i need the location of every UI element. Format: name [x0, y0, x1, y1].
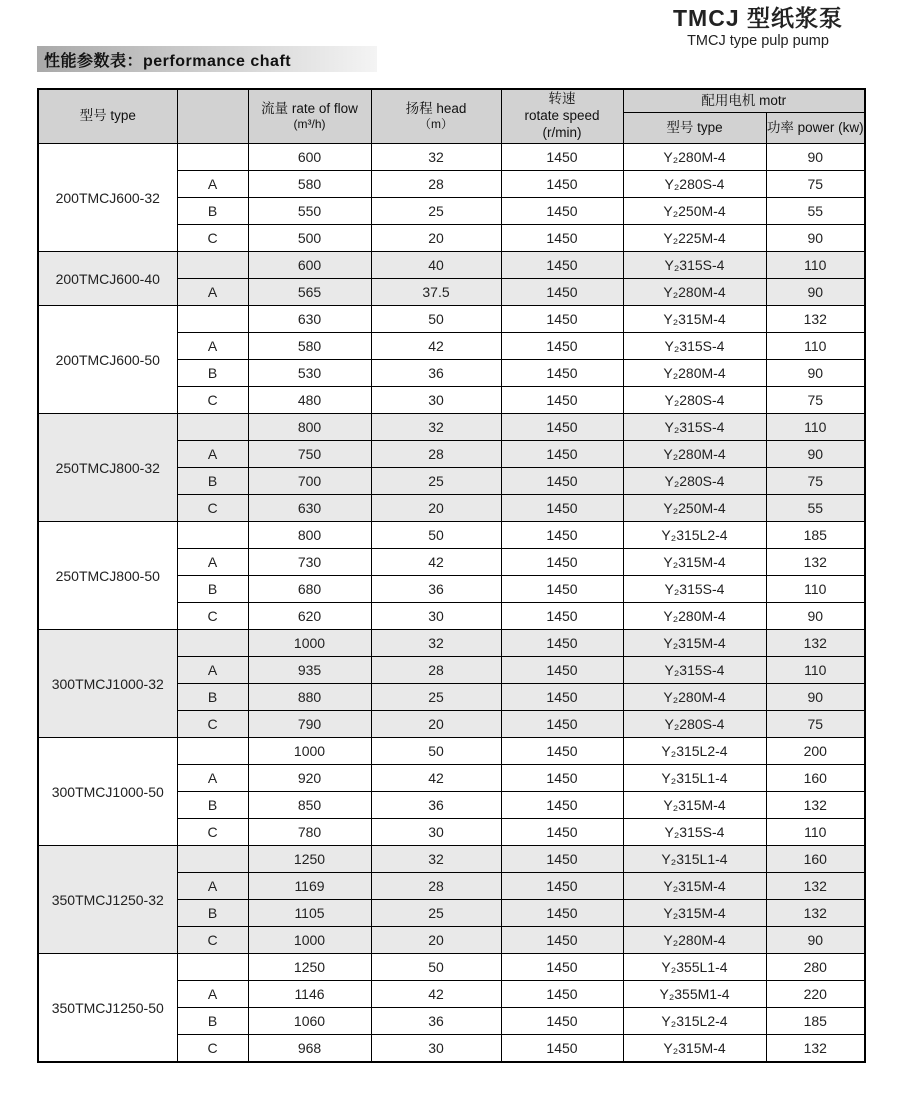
- power-cell: 280: [766, 954, 865, 981]
- flow-cell: 680: [248, 576, 371, 603]
- speed-cell: 1450: [501, 630, 623, 657]
- flow-cell: 968: [248, 1035, 371, 1063]
- motor-cell: Y₂315L2-4: [623, 738, 766, 765]
- variant-cell: A: [177, 171, 248, 198]
- speed-cell: 1450: [501, 765, 623, 792]
- motor-cell: Y₂355L1-4: [623, 954, 766, 981]
- head-cell: 42: [371, 981, 501, 1008]
- variant-cell: A: [177, 549, 248, 576]
- motor-cell: Y₂250M-4: [623, 198, 766, 225]
- power-cell: 110: [766, 576, 865, 603]
- flow-cell: 530: [248, 360, 371, 387]
- motor-cell: Y₂315S-4: [623, 576, 766, 603]
- head-cell: 42: [371, 549, 501, 576]
- flow-cell: 1250: [248, 954, 371, 981]
- head-cell: 32: [371, 630, 501, 657]
- motor-cell: Y₂315S-4: [623, 819, 766, 846]
- power-cell: 200: [766, 738, 865, 765]
- table-header: [38, 89, 865, 144]
- head-cell: 20: [371, 711, 501, 738]
- power-cell: 132: [766, 306, 865, 333]
- motor-cell: Y₂280M-4: [623, 279, 766, 306]
- motor-cell: Y₂315S-4: [623, 252, 766, 279]
- head-cell: 50: [371, 954, 501, 981]
- speed-cell: 1450: [501, 225, 623, 252]
- power-cell: 185: [766, 522, 865, 549]
- table-row: [38, 630, 865, 657]
- table-row: [38, 144, 865, 171]
- power-cell: 132: [766, 873, 865, 900]
- motor-cell: Y₂315M-4: [623, 873, 766, 900]
- flow-cell: 600: [248, 144, 371, 171]
- page-title-block: [673, 5, 843, 49]
- motor-cell: Y₂315L2-4: [623, 1008, 766, 1035]
- section-header-bar: [37, 46, 377, 72]
- motor-cell: Y₂315S-4: [623, 657, 766, 684]
- head-cell: 50: [371, 522, 501, 549]
- speed-cell: 1450: [501, 144, 623, 171]
- flow-cell: 850: [248, 792, 371, 819]
- header-speed: [501, 89, 623, 144]
- flow-cell: 800: [248, 414, 371, 441]
- head-cell: 32: [371, 846, 501, 873]
- table-body: [38, 144, 865, 1063]
- variant-cell: C: [177, 387, 248, 414]
- speed-cell: 1450: [501, 198, 623, 225]
- variant-cell: [177, 306, 248, 333]
- variant-cell: [177, 738, 248, 765]
- flow-cell: 1000: [248, 927, 371, 954]
- speed-cell: 1450: [501, 333, 623, 360]
- head-cell: 25: [371, 198, 501, 225]
- speed-cell: 1450: [501, 387, 623, 414]
- variant-cell: A: [177, 765, 248, 792]
- head-cell: 30: [371, 819, 501, 846]
- head-cell: 40: [371, 252, 501, 279]
- head-cell: 37.5: [371, 279, 501, 306]
- flow-cell: 700: [248, 468, 371, 495]
- power-cell: 160: [766, 765, 865, 792]
- head-cell: 50: [371, 738, 501, 765]
- performance-table: [37, 88, 866, 1063]
- motor-cell: Y₂315L1-4: [623, 846, 766, 873]
- header-speed-cn: 转速: [548, 91, 576, 107]
- power-cell: 90: [766, 225, 865, 252]
- speed-cell: 1450: [501, 873, 623, 900]
- motor-cell: Y₂280S-4: [623, 171, 766, 198]
- head-cell: 20: [371, 495, 501, 522]
- header-speed-en: rotate speed: [524, 108, 600, 124]
- motor-cell: Y₂280S-4: [623, 711, 766, 738]
- speed-cell: 1450: [501, 738, 623, 765]
- variant-cell: A: [177, 333, 248, 360]
- head-cell: 32: [371, 144, 501, 171]
- power-cell: 90: [766, 144, 865, 171]
- header-speed-unit: (r/min): [542, 124, 582, 140]
- power-cell: 55: [766, 198, 865, 225]
- head-cell: 32: [371, 414, 501, 441]
- motor-cell: Y₂280M-4: [623, 360, 766, 387]
- speed-cell: 1450: [501, 522, 623, 549]
- flow-cell: 780: [248, 819, 371, 846]
- power-cell: 132: [766, 792, 865, 819]
- header-head: [371, 89, 501, 144]
- speed-cell: 1450: [501, 171, 623, 198]
- variant-cell: [177, 954, 248, 981]
- model-cell: 200TMCJ600-50: [38, 306, 177, 414]
- motor-cell: Y₂315S-4: [623, 414, 766, 441]
- model-cell: 300TMCJ1000-32: [38, 630, 177, 738]
- variant-cell: B: [177, 468, 248, 495]
- variant-cell: A: [177, 441, 248, 468]
- speed-cell: 1450: [501, 927, 623, 954]
- header-motor-group: 配用电机 motr: [623, 89, 865, 113]
- head-cell: 28: [371, 657, 501, 684]
- power-cell: 90: [766, 279, 865, 306]
- table-row: [38, 954, 865, 981]
- motor-cell: Y₂315L2-4: [623, 522, 766, 549]
- variant-cell: B: [177, 1008, 248, 1035]
- flow-cell: 600: [248, 252, 371, 279]
- power-cell: 110: [766, 414, 865, 441]
- head-cell: 30: [371, 603, 501, 630]
- section-title: 性能参数表：performance chaft: [44, 52, 292, 70]
- speed-cell: 1450: [501, 711, 623, 738]
- power-cell: 110: [766, 819, 865, 846]
- head-cell: 28: [371, 873, 501, 900]
- variant-cell: C: [177, 927, 248, 954]
- head-cell: 28: [371, 441, 501, 468]
- power-cell: 90: [766, 441, 865, 468]
- head-cell: 30: [371, 387, 501, 414]
- motor-cell: Y₂280S-4: [623, 468, 766, 495]
- power-cell: 160: [766, 846, 865, 873]
- head-cell: 25: [371, 468, 501, 495]
- variant-cell: C: [177, 1035, 248, 1063]
- motor-cell: Y₂315M-4: [623, 549, 766, 576]
- motor-cell: Y₂315L1-4: [623, 765, 766, 792]
- speed-cell: 1450: [501, 684, 623, 711]
- flow-cell: 750: [248, 441, 371, 468]
- variant-cell: [177, 522, 248, 549]
- flow-cell: 1105: [248, 900, 371, 927]
- flow-cell: 790: [248, 711, 371, 738]
- head-cell: 28: [371, 171, 501, 198]
- flow-cell: 880: [248, 684, 371, 711]
- flow-cell: 580: [248, 171, 371, 198]
- power-cell: 90: [766, 603, 865, 630]
- power-cell: 75: [766, 468, 865, 495]
- head-cell: 42: [371, 765, 501, 792]
- header-variant: [177, 89, 248, 144]
- power-cell: 132: [766, 1035, 865, 1063]
- power-cell: 55: [766, 495, 865, 522]
- flow-cell: 1169: [248, 873, 371, 900]
- speed-cell: 1450: [501, 846, 623, 873]
- variant-cell: B: [177, 198, 248, 225]
- table-row: [38, 738, 865, 765]
- head-cell: 36: [371, 360, 501, 387]
- head-cell: 36: [371, 576, 501, 603]
- flow-cell: 1000: [248, 738, 371, 765]
- speed-cell: 1450: [501, 792, 623, 819]
- header-flow-unit: (m³/h): [293, 117, 326, 132]
- speed-cell: 1450: [501, 603, 623, 630]
- power-cell: 75: [766, 171, 865, 198]
- model-cell: 250TMCJ800-32: [38, 414, 177, 522]
- variant-cell: [177, 846, 248, 873]
- head-cell: 50: [371, 306, 501, 333]
- model-cell: 250TMCJ800-50: [38, 522, 177, 630]
- variant-cell: B: [177, 360, 248, 387]
- variant-cell: B: [177, 792, 248, 819]
- table-row: [38, 414, 865, 441]
- variant-cell: C: [177, 819, 248, 846]
- table-row: [38, 846, 865, 873]
- power-cell: 132: [766, 630, 865, 657]
- head-cell: 42: [371, 333, 501, 360]
- speed-cell: 1450: [501, 981, 623, 1008]
- flow-cell: 920: [248, 765, 371, 792]
- header-flow-label: 流量 rate of flow: [261, 100, 358, 116]
- motor-cell: Y₂355M1-4: [623, 981, 766, 1008]
- speed-cell: 1450: [501, 954, 623, 981]
- variant-cell: C: [177, 603, 248, 630]
- variant-cell: B: [177, 576, 248, 603]
- flow-cell: 1146: [248, 981, 371, 1008]
- variant-cell: A: [177, 657, 248, 684]
- variant-cell: [177, 630, 248, 657]
- speed-cell: 1450: [501, 252, 623, 279]
- flow-cell: 1250: [248, 846, 371, 873]
- variant-cell: A: [177, 279, 248, 306]
- header-model: 型号 type: [38, 89, 177, 144]
- flow-cell: 1000: [248, 630, 371, 657]
- power-cell: 90: [766, 360, 865, 387]
- head-cell: 25: [371, 684, 501, 711]
- variant-cell: C: [177, 711, 248, 738]
- motor-cell: Y₂315S-4: [623, 333, 766, 360]
- variant-cell: [177, 252, 248, 279]
- power-cell: 132: [766, 900, 865, 927]
- motor-cell: Y₂315M-4: [623, 306, 766, 333]
- flow-cell: 620: [248, 603, 371, 630]
- power-cell: 110: [766, 252, 865, 279]
- power-cell: 110: [766, 657, 865, 684]
- motor-cell: Y₂225M-4: [623, 225, 766, 252]
- header-head-label: 扬程 head: [405, 100, 467, 116]
- page-title-cn: TMCJ 型纸浆泵: [673, 5, 843, 31]
- header-motor-model: 型号 type: [623, 113, 766, 144]
- motor-cell: Y₂315M-4: [623, 1035, 766, 1063]
- table-row: [38, 522, 865, 549]
- variant-cell: A: [177, 981, 248, 1008]
- speed-cell: 1450: [501, 657, 623, 684]
- flow-cell: 1060: [248, 1008, 371, 1035]
- power-cell: 75: [766, 711, 865, 738]
- speed-cell: 1450: [501, 576, 623, 603]
- speed-cell: 1450: [501, 306, 623, 333]
- variant-cell: B: [177, 900, 248, 927]
- page-title-en: TMCJ type pulp pump: [687, 33, 829, 50]
- speed-cell: 1450: [501, 414, 623, 441]
- speed-cell: 1450: [501, 549, 623, 576]
- flow-cell: 500: [248, 225, 371, 252]
- motor-cell: Y₂280M-4: [623, 927, 766, 954]
- motor-cell: Y₂315M-4: [623, 792, 766, 819]
- table-row: [38, 306, 865, 333]
- motor-cell: Y₂280M-4: [623, 603, 766, 630]
- header-motor-power: 功率 power (kw): [766, 113, 865, 144]
- flow-cell: 480: [248, 387, 371, 414]
- speed-cell: 1450: [501, 819, 623, 846]
- flow-cell: 730: [248, 549, 371, 576]
- speed-cell: 1450: [501, 441, 623, 468]
- variant-cell: [177, 144, 248, 171]
- head-cell: 30: [371, 1035, 501, 1063]
- speed-cell: 1450: [501, 900, 623, 927]
- flow-cell: 630: [248, 306, 371, 333]
- motor-cell: Y₂315M-4: [623, 630, 766, 657]
- model-cell: 350TMCJ1250-32: [38, 846, 177, 954]
- flow-cell: 550: [248, 198, 371, 225]
- flow-cell: 935: [248, 657, 371, 684]
- model-cell: 200TMCJ600-40: [38, 252, 177, 306]
- speed-cell: 1450: [501, 495, 623, 522]
- power-cell: 185: [766, 1008, 865, 1035]
- motor-cell: Y₂280M-4: [623, 441, 766, 468]
- flow-cell: 580: [248, 333, 371, 360]
- head-cell: 20: [371, 225, 501, 252]
- header-flow: [248, 89, 371, 144]
- power-cell: 75: [766, 387, 865, 414]
- model-cell: 350TMCJ1250-50: [38, 954, 177, 1063]
- head-cell: 20: [371, 927, 501, 954]
- model-cell: 200TMCJ600-32: [38, 144, 177, 252]
- speed-cell: 1450: [501, 468, 623, 495]
- variant-cell: [177, 414, 248, 441]
- power-cell: 90: [766, 927, 865, 954]
- head-cell: 25: [371, 900, 501, 927]
- head-cell: 36: [371, 1008, 501, 1035]
- variant-cell: C: [177, 495, 248, 522]
- variant-cell: C: [177, 225, 248, 252]
- flow-cell: 800: [248, 522, 371, 549]
- variant-cell: B: [177, 684, 248, 711]
- motor-cell: Y₂315M-4: [623, 900, 766, 927]
- model-cell: 300TMCJ1000-50: [38, 738, 177, 846]
- motor-cell: Y₂280M-4: [623, 144, 766, 171]
- speed-cell: 1450: [501, 360, 623, 387]
- motor-cell: Y₂250M-4: [623, 495, 766, 522]
- table-row: [38, 252, 865, 279]
- power-cell: 110: [766, 333, 865, 360]
- flow-cell: 630: [248, 495, 371, 522]
- motor-cell: Y₂280M-4: [623, 684, 766, 711]
- speed-cell: 1450: [501, 1008, 623, 1035]
- motor-cell: Y₂280S-4: [623, 387, 766, 414]
- flow-cell: 565: [248, 279, 371, 306]
- power-cell: 90: [766, 684, 865, 711]
- variant-cell: A: [177, 873, 248, 900]
- power-cell: 132: [766, 549, 865, 576]
- header-head-unit: （m）: [419, 117, 453, 132]
- head-cell: 36: [371, 792, 501, 819]
- speed-cell: 1450: [501, 279, 623, 306]
- power-cell: 220: [766, 981, 865, 1008]
- speed-cell: 1450: [501, 1035, 623, 1063]
